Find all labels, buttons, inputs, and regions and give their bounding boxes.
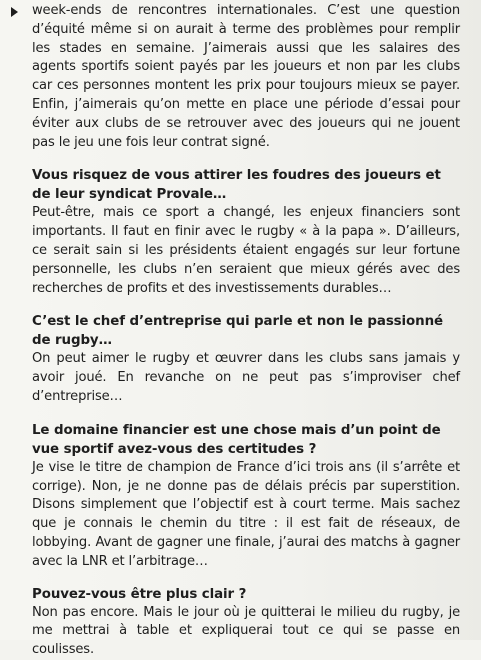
qa-block xyxy=(32,312,460,406)
question-heading: Vous risquez de vous attirer les foudres des joueurs et de leur syndicat Provale… xyxy=(32,168,441,203)
qa-block xyxy=(32,166,460,298)
intro-block xyxy=(32,2,460,152)
article-column xyxy=(32,2,460,660)
answer-paragraph: Non pas encore. Mais le jour où je quitterai le milieu du rugby, je me mettrai à table et expliquerai tout ce qui se passe en coulisses. xyxy=(32,604,460,658)
answer-paragraph: Je vise le titre de champion de France d’ici trois ans (il s’arrête et corrige). Non, je ne donne pas de délais précis par superstition. Disons simplement que l’objectif est à court terme. Mais sachez que je connais le chemin du titre : il est fait de réseaux, de lobbying. Avant de gagner une finale, j’aurai des matchs à gagner avec la LNR et l’arbitrage… xyxy=(32,459,460,569)
question-heading: Pouvez-vous être plus clair ? xyxy=(32,586,247,602)
qa-block xyxy=(32,421,460,572)
question-heading: Le domaine financier est une chose mais d’un point de vue sportif avez-vous des certitudes ? xyxy=(32,422,441,457)
answer-paragraph: Peut-être, mais ce sport a changé, les enjeux financiers sont importants. Il faut en finir avec le rugby « à la papa ». D’ailleurs, ce serait sain si les présidents étaient engagés sur leur fortune personnelle, les clubs n’en seraient que mieux gérés avec des recherches de profits et des investissements durables… xyxy=(32,205,460,296)
question-heading: C’est le chef d’entreprise qui parle et non le passionné de rugby… xyxy=(32,314,443,349)
intro-paragraph: week-ends de rencontres internationales. C’est une question d’équité même si on aurait à terme des problèmes pour remplir les stades en semaine. J’aimerais aussi que les salaires des agents sportifs soient payés par les joueurs et non par les clubs car ces personnes montent les prix pour toujours mieux se payer. Enfin, j’aimerais qu’on mette en place une période d’essai pour éviter aux clubs de se retrouver avec des joueurs qui ne jouent pas le jeu une fois leur contrat signé. xyxy=(32,3,460,150)
qa-block xyxy=(32,585,460,660)
continuation-arrow-icon xyxy=(11,7,18,17)
answer-paragraph: On peut aimer le rugby et œuvrer dans les clubs sans jamais y avoir joué. En revanche on ne peut pas s’improviser chef d’entreprise… xyxy=(32,351,460,404)
